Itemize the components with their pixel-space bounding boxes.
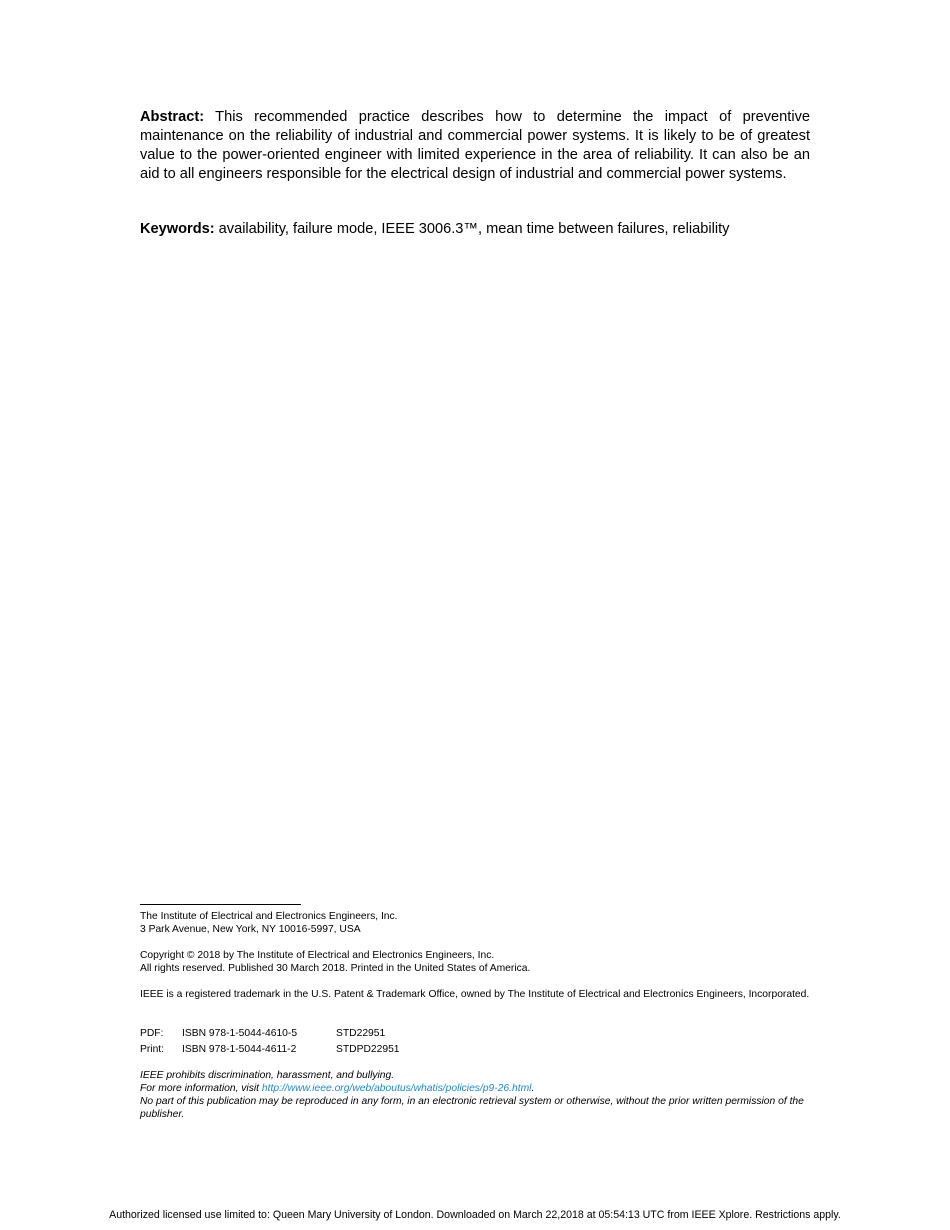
- copyright-block: [140, 949, 820, 975]
- isbn-code: STDPD22951: [336, 1044, 400, 1055]
- copyright-line-1: Copyright © 2018 by The Institute of Electrical and Electronics Engineers, Inc.: [140, 950, 495, 961]
- policy-link[interactable]: http://www.ieee.org/web/aboutus/whatis/policies/p9-26.html: [261, 1083, 532, 1094]
- isbn-code: STD22951: [336, 1028, 386, 1039]
- isbn-number: ISBN 978-1-5044-4611-2: [182, 1044, 297, 1055]
- copyright-line-2: All rights reserved. Published 30 March 2018. Printed in the United States of America.: [140, 963, 531, 974]
- isbn-format: PDF:: [140, 1028, 164, 1039]
- keywords-text: availability, failure mode, IEEE 3006.3™, mean time between failures, reliability: [214, 221, 730, 237]
- policy-line-1: IEEE prohibits discrimination, harassment, and bullying.: [140, 1070, 395, 1081]
- license-footer: Authorized licensed use limited to: Queen Mary University of London. Downloaded on March 22,2018 at 05:54:13 UTC from IEEE Xplore. Restrictions apply.: [109, 1209, 841, 1221]
- abstract-text: This recommended practice describes how to determine the impact of preventive maintenance on the reliability of industrial and commercial power systems. It is likely to be of greatest value to the power-oriented engineer with limited experience in the area of reliability. It can also be an aid to all engineers responsible for the electrical design of industrial and commercial power systems.: [140, 109, 810, 182]
- policy-notice: [140, 1069, 820, 1121]
- abstract-label: Abstract:: [140, 109, 205, 125]
- isbn-number: ISBN 978-1-5044-4610-5: [182, 1028, 298, 1039]
- publisher-name: The Institute of Electrical and Electronics Engineers, Inc.: [140, 911, 398, 922]
- footnote-divider: [140, 904, 301, 905]
- isbn-format: Print:: [140, 1044, 165, 1055]
- policy-line-2-suffix: .: [531, 1083, 535, 1094]
- keywords-label: Keywords:: [140, 221, 215, 237]
- trademark-notice: IEEE is a registered trademark in the U.S. Patent & Trademark Office, owned by The Institute of Electrical and Electronics Engineers, Incorporated.: [140, 989, 810, 1000]
- abstract-paragraph: [140, 108, 810, 184]
- keywords-paragraph: [140, 220, 810, 239]
- publisher-block: [140, 910, 820, 936]
- policy-line-2-prefix: For more information, visit: [140, 1083, 262, 1094]
- publisher-address: 3 Park Avenue, New York, NY 10016-5997, USA: [140, 924, 361, 935]
- policy-line-3: No part of this publication may be reproduced in any form, in an electronic retrieval system or otherwise, without the prior written permission of the publisher.: [140, 1096, 804, 1120]
